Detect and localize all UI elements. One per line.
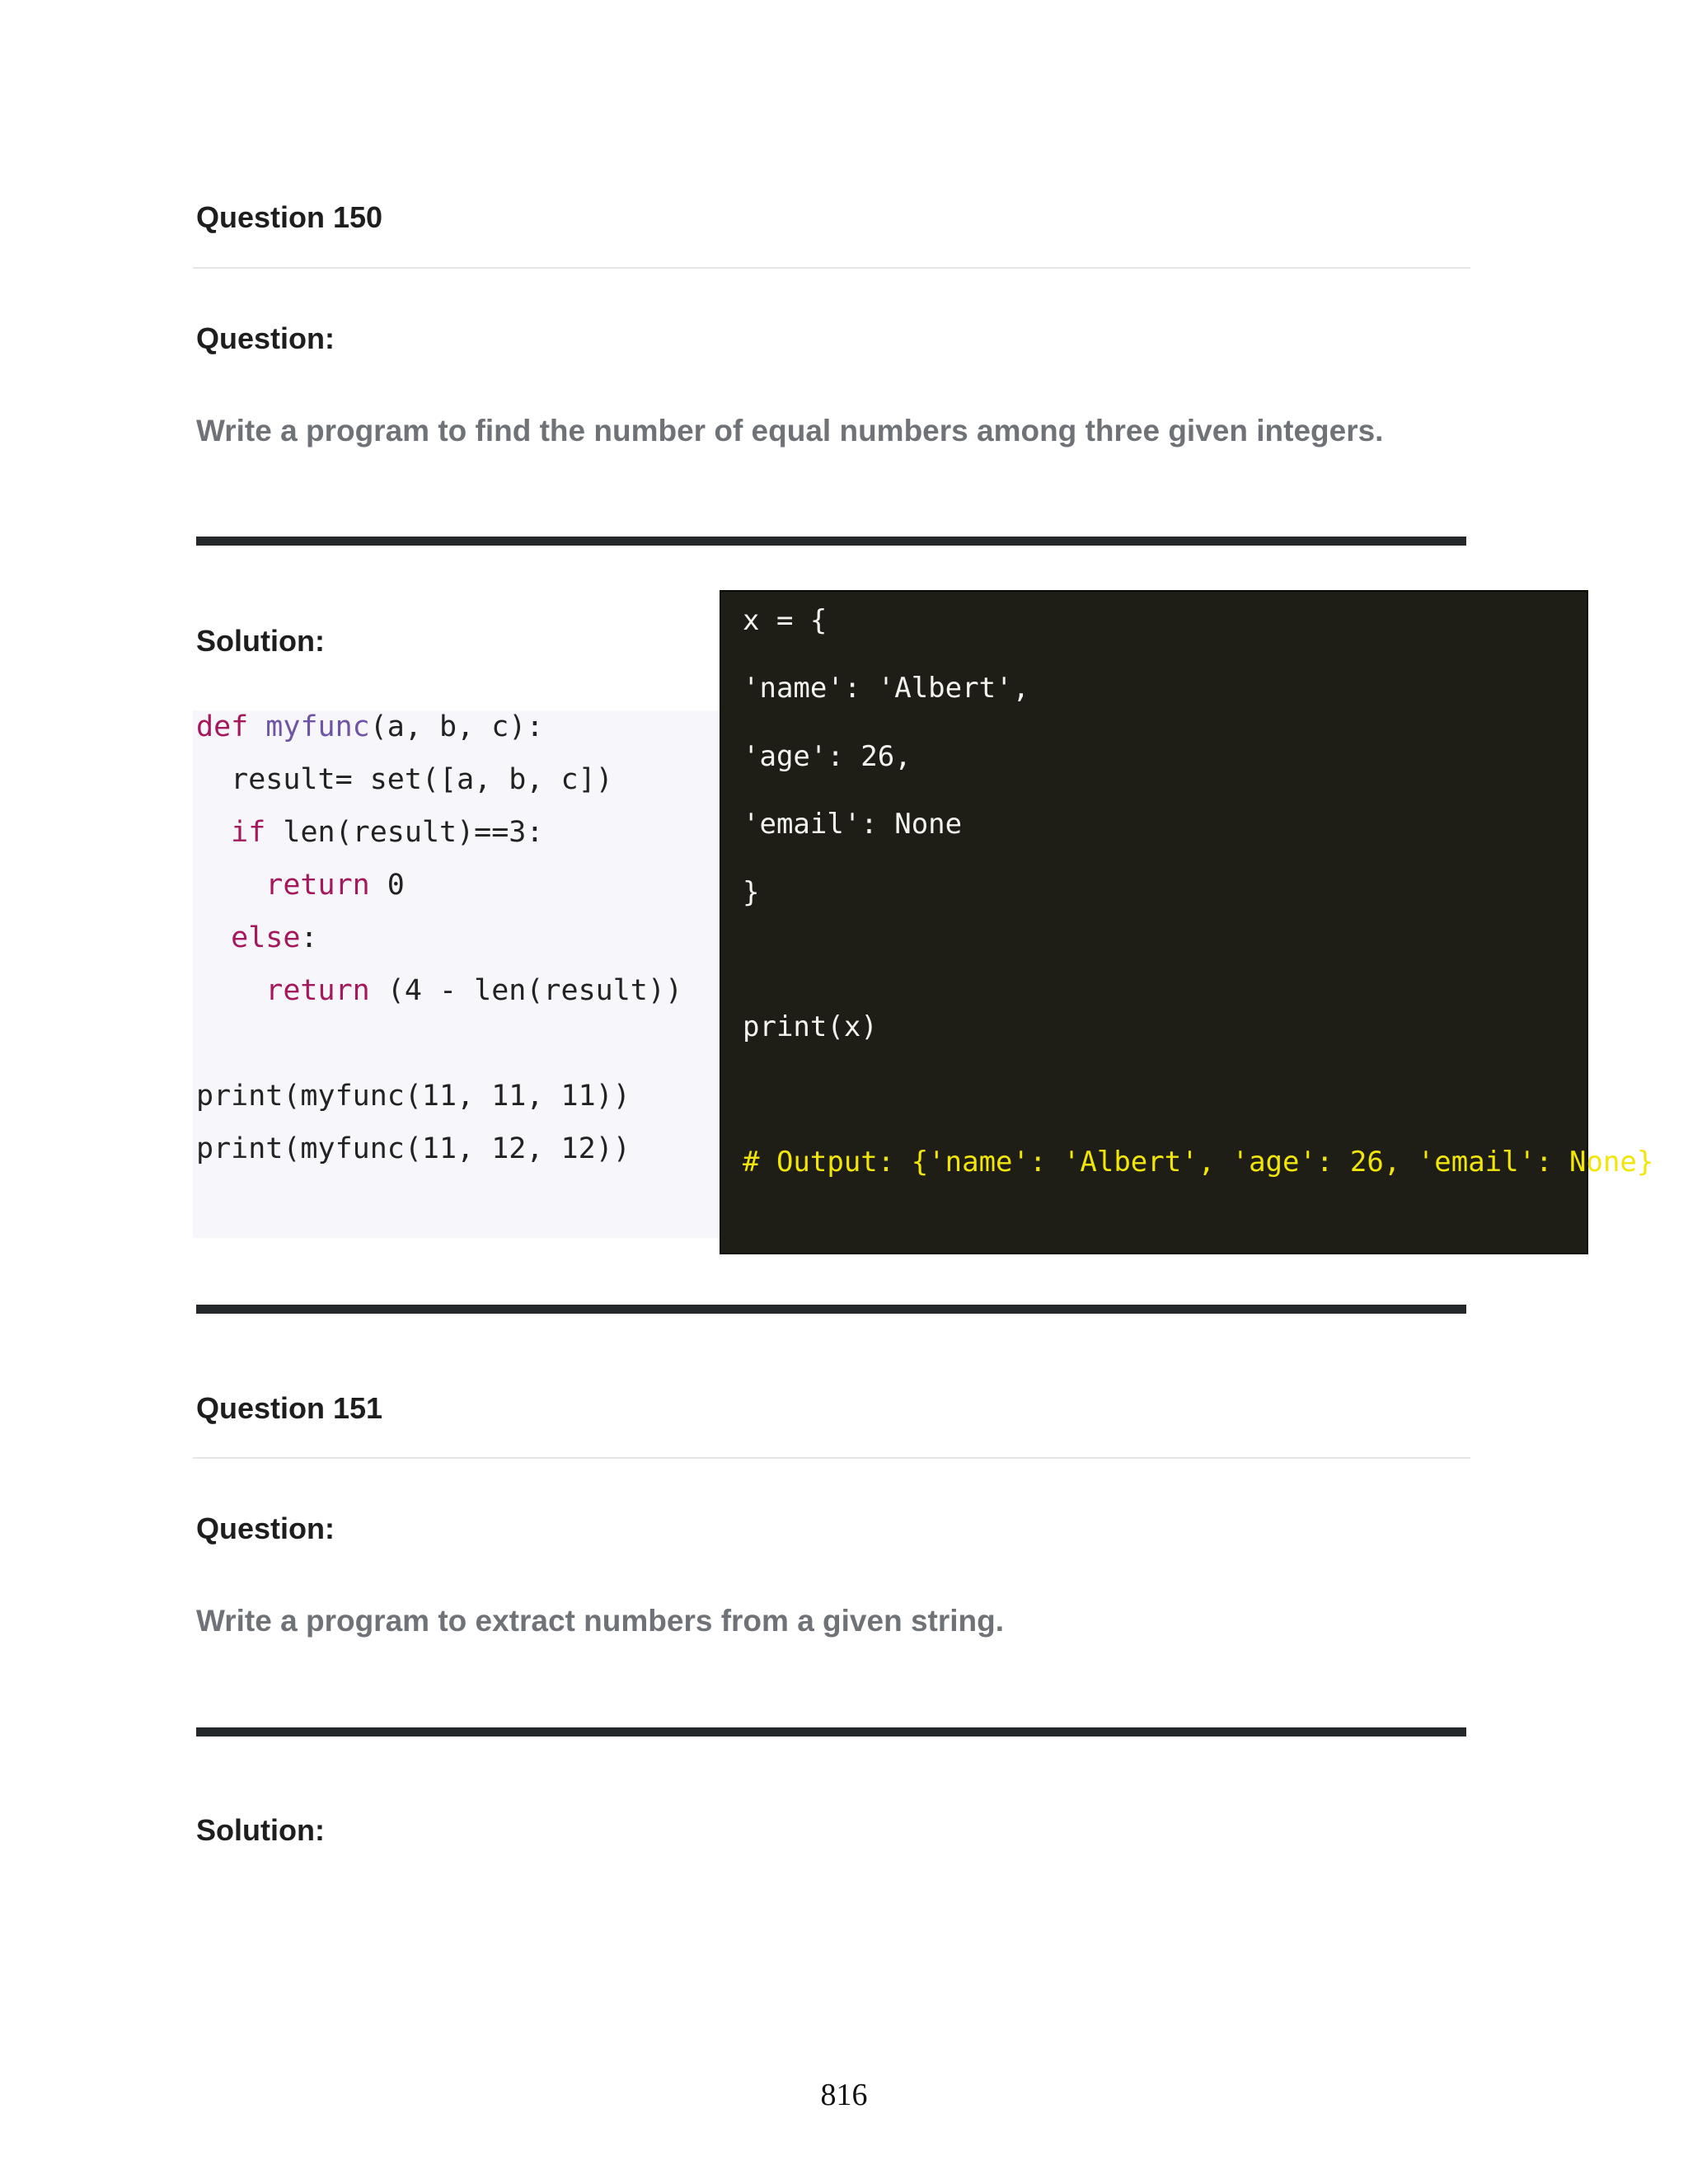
solution-label: Solution:	[196, 624, 325, 658]
overlay-code-line: x = {	[743, 604, 828, 637]
question-text: Write a program to extract numbers from a given string.	[196, 1604, 1005, 1638]
question-text: Write a program to find the number of equal numbers among three given integers.	[196, 414, 1384, 448]
solution-code-block	[193, 710, 745, 1238]
question-151-title: Question 151	[196, 1391, 383, 1425]
section-divider	[196, 1305, 1466, 1314]
overlay-code-line: 'age': 26,	[743, 740, 912, 773]
section-divider	[196, 1727, 1466, 1736]
code-line: print(myfunc(11, 12, 12))	[196, 1132, 631, 1165]
output-code-block	[720, 590, 1654, 1254]
overlay-code-line: 'email': None	[743, 808, 963, 841]
question-label: Question:	[196, 1511, 335, 1545]
section-divider	[196, 537, 1466, 546]
code-line: return (4 - len(result))	[196, 974, 683, 1007]
overlay-code-line: }	[743, 876, 760, 909]
title-divider	[193, 267, 1470, 269]
code-line: def myfunc(a, b, c):	[196, 710, 544, 743]
code-line: if len(result)==3:	[196, 816, 544, 849]
overlay-code-line: 'name': 'Albert',	[743, 672, 1029, 705]
solution-label: Solution:	[196, 1813, 325, 1847]
question-label: Question:	[196, 321, 335, 355]
code-line: else:	[196, 921, 318, 954]
page-number: 816	[820, 2078, 868, 2112]
output-comment: # Output: {'name': 'Albert', 'age': 26, 'email': None}	[743, 1146, 1654, 1179]
overlay-code-line: print(x)	[743, 1010, 878, 1043]
code-line: return 0	[196, 869, 405, 902]
question-150-title: Question 150	[196, 200, 383, 234]
title-divider	[193, 1457, 1470, 1459]
code-line: print(myfunc(11, 11, 11))	[196, 1080, 631, 1113]
code-line: result= set([a, b, c])	[196, 763, 613, 796]
